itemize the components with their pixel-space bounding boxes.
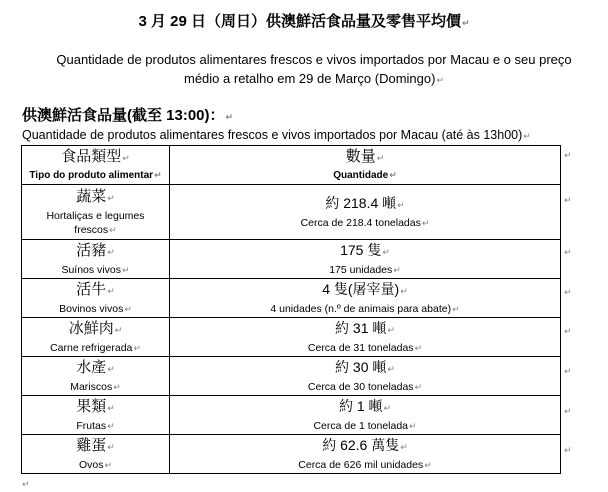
header-qty-pt: Quantidade↵ — [333, 170, 397, 181]
quantity-table — [21, 145, 561, 474]
type-cell — [22, 318, 170, 357]
qty-cell — [170, 185, 561, 240]
row-end-mark: ↵ — [564, 367, 572, 377]
qty-pt: 175 unidades↵ — [329, 263, 401, 276]
header-type-pt: Tipo do produto alimentar↵ — [29, 170, 162, 181]
type-cell — [22, 279, 170, 318]
qty-zh: 約 31 噸↵ — [335, 319, 395, 336]
qty-zh: 約 218.4 噸↵ — [325, 194, 405, 211]
type-pt: Mariscos↵ — [70, 380, 121, 393]
table-row — [22, 240, 561, 279]
qty-pt: 4 unidades (n.º de animais para abate)↵ — [270, 302, 460, 315]
qty-cell — [170, 318, 561, 357]
header-type-cell — [22, 146, 170, 185]
type-cell — [22, 435, 170, 474]
qty-zh: 約 62.6 萬隻↵ — [322, 436, 408, 453]
table-row — [22, 185, 561, 240]
type-zh: 果類↵ — [76, 396, 115, 415]
header-type-zh: 食品類型↵ — [61, 147, 130, 165]
qty-cell — [170, 396, 561, 435]
qty-pt: Cerca de 31 toneladas↵ — [307, 341, 423, 354]
document-subtitle: Quantidade de produtos alimentares frescos e vivos importados por Macau e o seu preço médio a retalho em 29 de Março (Domingo)↵ — [56, 52, 572, 86]
section-heading: 供澳鮮活食品量(截至 13:00)：↵ — [22, 107, 234, 124]
document-title: 3 月 29 日（周日）供澳鮮活食品量及零售平均價↵ — [138, 13, 470, 30]
row-end-mark: ↵ — [564, 407, 572, 417]
table-row — [22, 279, 561, 318]
qty-cell — [170, 435, 561, 474]
qty-pt: Cerca de 218.4 toneladas↵ — [300, 216, 430, 229]
type-zh: 活牛↵ — [76, 279, 115, 298]
type-zh: 雞蛋↵ — [76, 435, 115, 454]
type-zh: 活豬↵ — [76, 240, 115, 259]
table-row — [22, 435, 561, 474]
header-qty-zh: 數量↵ — [345, 147, 385, 165]
qty-pt: Cerca de 1 tonelada↵ — [313, 419, 417, 432]
type-zh: 冰鮮肉↵ — [68, 318, 123, 337]
section-subheading: Quantidade de produtos alimentares frescos e vivos importados por Macau (até às 13h00)↵ — [22, 128, 531, 142]
type-pt: Carne refrigerada↵ — [50, 341, 141, 354]
row-end-mark: ↵ — [564, 288, 572, 298]
type-cell — [22, 240, 170, 279]
paragraph-mark: ↵ — [22, 480, 30, 490]
table-row — [22, 396, 561, 435]
row-end-mark: ↵ — [564, 196, 572, 206]
type-pt: Suínos vivos↵ — [61, 263, 130, 276]
row-end-mark: ↵ — [564, 151, 572, 161]
type-zh: 水產↵ — [76, 357, 115, 376]
qty-zh: 175 隻↵ — [340, 241, 390, 258]
table-row — [22, 357, 561, 396]
qty-pt: Cerca de 626 mil unidades↵ — [298, 458, 432, 471]
type-pt: Ovos↵ — [78, 458, 113, 471]
type-cell — [22, 185, 170, 240]
qty-cell — [170, 357, 561, 396]
qty-zh: 約 1 噸↵ — [338, 397, 392, 414]
qty-zh: 約 30 噸↵ — [335, 358, 395, 375]
row-end-mark: ↵ — [564, 248, 572, 258]
row-end-mark: ↵ — [564, 446, 572, 456]
qty-pt: Cerca de 30 toneladas↵ — [307, 380, 423, 393]
row-end-mark: ↵ — [564, 327, 572, 337]
header-qty-cell — [170, 146, 561, 185]
type-pt: Frutas↵ — [76, 419, 115, 432]
table-header-row — [22, 146, 561, 185]
type-cell — [22, 357, 170, 396]
qty-cell — [170, 240, 561, 279]
type-cell — [22, 396, 170, 435]
type-pt: Bovinos vivos↵ — [59, 302, 132, 315]
table-row — [22, 318, 561, 357]
qty-cell — [170, 279, 561, 318]
qty-zh: 4 隻(屠宰量)↵ — [322, 280, 408, 297]
type-zh: 蔬菜↵ — [76, 186, 115, 205]
type-pt: Hortaliças e legumes frescos↵ — [46, 209, 145, 236]
